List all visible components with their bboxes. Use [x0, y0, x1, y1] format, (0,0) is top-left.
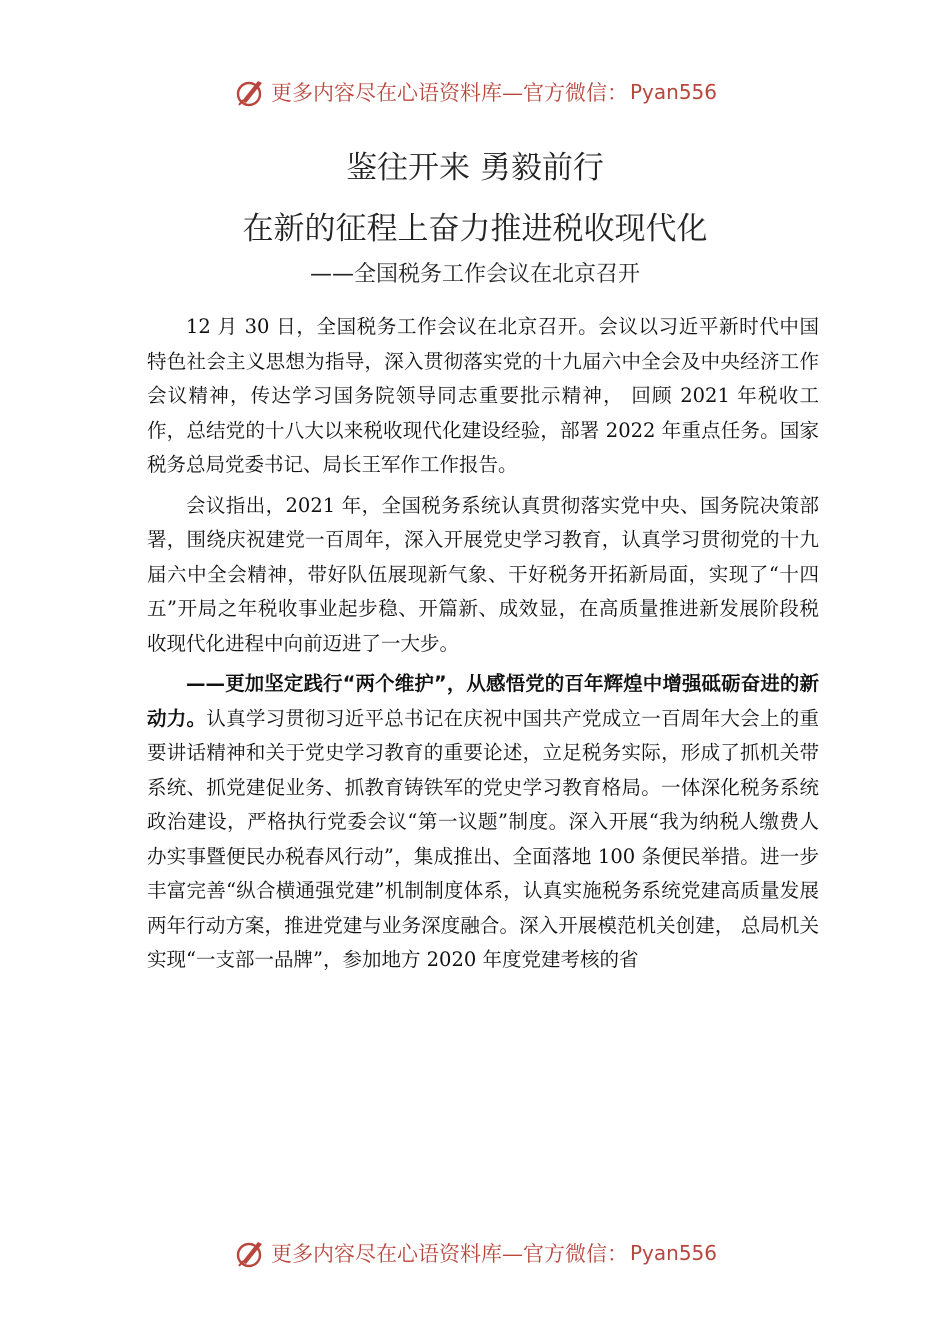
- quill-logo-icon: [233, 1236, 267, 1270]
- section-heading: ——更加坚定践行“两个维护”，从感悟党的百年辉煌中增强砥砺奋进的新动力。: [147, 672, 819, 730]
- watermark-account: Pyan556: [629, 1241, 717, 1265]
- paragraph-intro: 12 月 30 日，全国税务工作会议在北京召开。会议以习近平新时代中国特色社会主义思想为指导，深入贯彻落实党的十九届六中全会及中央经济工作会议精神，传达学习国务院领导同志重要批示精神， 回顾 2021 年税收工作，总结党的十八大以来税收现代化建设经验，部署 2022 年重点任务。国家税务总局党委书记、局长王军作工作报告。: [147, 315, 819, 476]
- paragraph-section-one: [147, 667, 819, 978]
- page-subtitle: ——全国税务工作会议在北京召开: [309, 262, 640, 287]
- watermark-text: 更多内容尽在心语资料库—官方微信：: [270, 1242, 628, 1266]
- page-title-secondary: 在新的征程上奋力推进税收现代化: [242, 211, 708, 247]
- page-title: 鉴往开来 勇毅前行: [346, 150, 604, 186]
- watermark-text: 更多内容尽在心语资料库—官方微信：: [270, 81, 628, 105]
- footer-watermark: [0, 1233, 950, 1273]
- header-watermark: [0, 72, 950, 112]
- paragraph-summary: 会议指出，2021 年，全国税务系统认真贯彻落实党中央、国务院决策部署，围绕庆祝建党一百周年，深入开展党史学习教育，认真学习贯彻党的十九届六中全会精神，带好队伍展现新气象、干好税务开拓新局面，实现了“十四五”开局之年税收事业起步稳、开篇新、成效显，在高质量推进新发展阶段税收现代化进程中向前迈进了一大步。: [147, 493, 819, 655]
- section-body: 认真学习贯彻习近平总书记在庆祝中国共产党成立一百周年大会上的重要讲话精神和关于党史学习教育的重要论述，立足税务实际，形成了抓机关带系统、抓党建促业务、抓教育铸铁军的党史学习教育格局。一体深化税务系统政治建设，严格执行党委会议“第一议题”制度。深入开展“我为纳税人缴费人办实事暨便民办税春风行动”，集成推出、全面落地 100 条便民举措。进一步丰富完善“纵合横通强党建”机制制度体系，认真实施税务系统党建高质量发展两年行动方案，推进党建与业务深度融合。深入开展模范机关创建， 总局机关实现“一支部一品牌”，参加地方 2020 年度党建考核的省: [147, 706, 819, 971]
- article-body: [147, 310, 819, 978]
- quill-logo-icon: [233, 75, 267, 109]
- watermark-account: Pyan556: [629, 80, 717, 104]
